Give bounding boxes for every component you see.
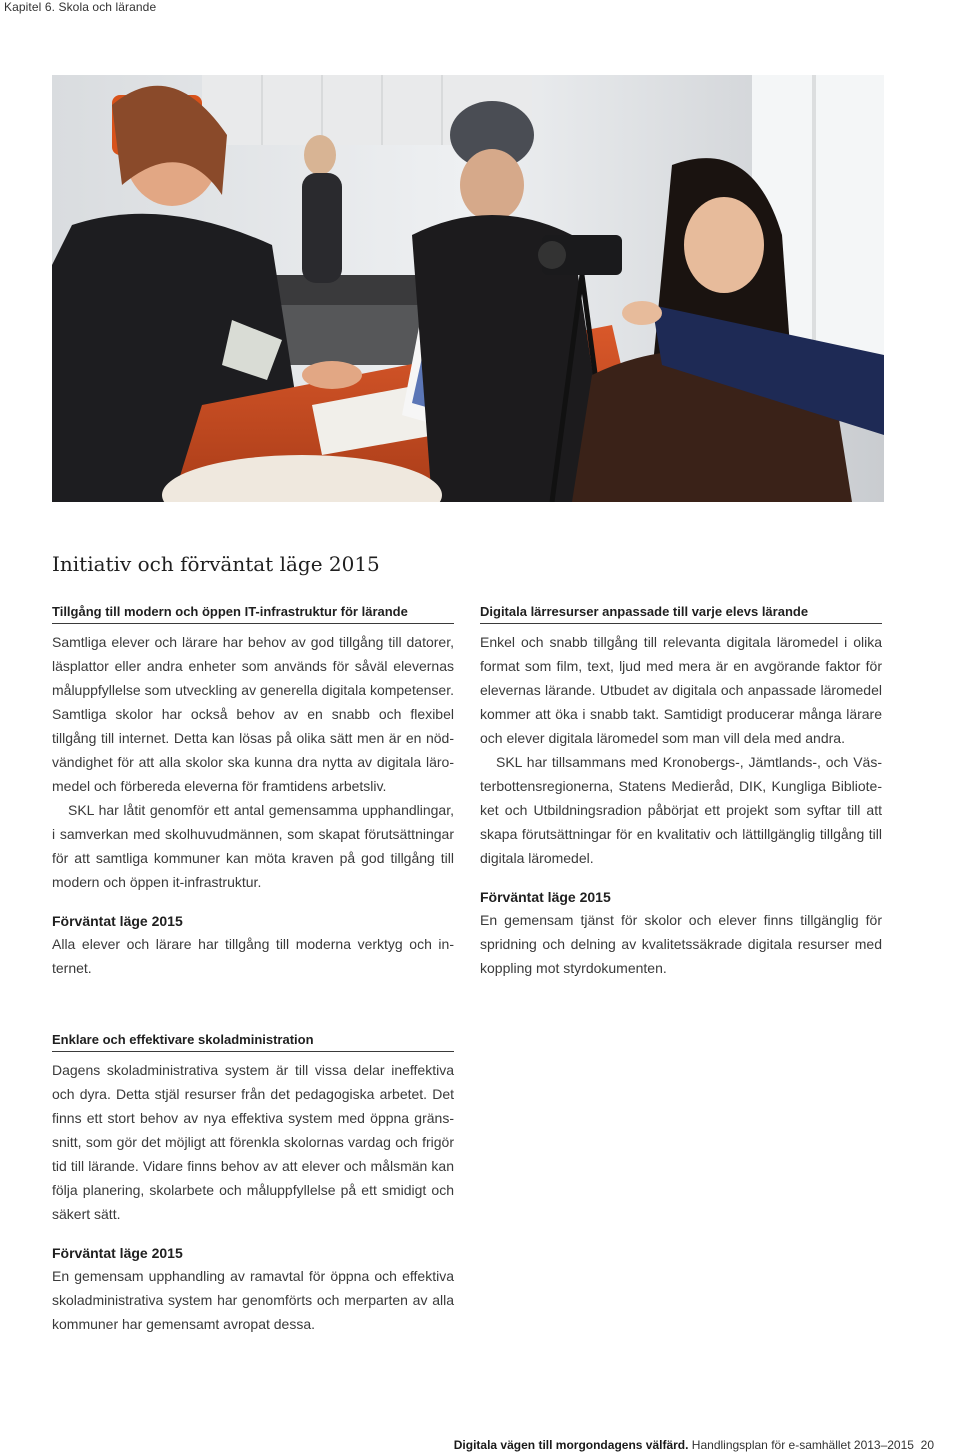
paragraph: SKL har tillsammans med Kronobergs-, Jämtlands-, och Västerbottensregionerna, Statens Medieråd, DIK, Kungliga Biblioteket och Utbildningsradion påbörjat ett projekt som syftar till att skapa förutsättningar för en kvalitativ och lättillgänglig tillgång till digitala läromedel. [480,754,882,866]
section-school-administration [52,1031,454,1336]
paragraph: Alla elever och lärare har tillgång till moderna verktyg och internet. [52,936,454,976]
page-title: Initiativ och förväntat läge 2015 [52,552,380,576]
paragraph: Dagens skoladministrativa system är till vissa delar ineffektiva och dyra. Detta stjäl resurser från det pedagogiska arbetet. Det finns ett stort behov av nya effektiva system med öppna gränssnitt, som gör det möjligt att förenkla skolornas vardag och frigör tid till lärande. Vidare finns behov av att elever och målsmän kan följa planering, skolarbete och måluppfyllelse på ett smidigt och säkert sätt. [52,1062,454,1222]
section-heading: Digitala lärresurser anpassade till varje elevs lärande [480,603,882,624]
page-footer [454,1438,934,1452]
paragraph: SKL har låtit genomför ett antal gemensamma upphandlingar, i samverkan med skolhuvudmännen, som skapat förutsättningar för att samtliga kommuner kan möta kraven på god tillgång till modern och öppen it-infrastruktur. [52,802,454,890]
running-head: Kapitel 6. Skola och lärande [4,0,157,14]
subheading: Förväntat läge 2015 [52,913,183,929]
paragraph: Samtliga elever och lärare har behov av god tillgång till datorer, läsplattor eller andra enheter som används för såväl elevernas måluppfyllelse som utveckling av generella digitala kompetenser. Samtliga skolor har också behov av en snabb och flexibel tillgång till internet. Detta kan lösas på olika sätt men är en nödvändighet för att alla skolor ska kunna dra nytta av digitala läromedel och förbereda eleverna för framtidens arbetsliv. [52,634,454,794]
paragraph: En gemensam tjänst för skolor och elever finns tillgänglig för spridning och delning av kvalitetssäkrade digitala resurser med koppling mot styrdokumenten. [480,912,882,976]
subheading: Förväntat läge 2015 [52,1245,183,1261]
section-digital-resources [480,603,882,980]
section-it-infrastructure [52,603,454,980]
page-number: 20 [920,1438,934,1452]
subheading: Förväntat läge 2015 [480,889,611,905]
footer-subtitle: Handlingsplan för e-samhället 2013–2015 [688,1438,914,1452]
paragraph: En gemensam upphandling av ramavtal för öppna och effektiva skoladministrativa system har genomförts och merparten av alla kommuner har gemensamt avropat dessa. [52,1268,454,1332]
footer-publication-title: Digitala vägen till morgondagens välfärd. [453,1438,689,1452]
classroom-photo [52,75,884,502]
section-heading: Tillgång till modern och öppen IT-infrastruktur för lärande [52,603,454,624]
section-heading: Enklare och effektivare skoladministration [52,1031,454,1052]
paragraph: Enkel och snabb tillgång till relevanta digitala läromedel i olika format som film, text, ljud med mera är en avgörande faktor för elevernas lärande. Utbudet av digitala och anpassade läromedel kommer att öka i snabb takt. Samtidigt producerar många lärare och elever digitala läromedel som man vill dela med andra. [480,634,882,746]
